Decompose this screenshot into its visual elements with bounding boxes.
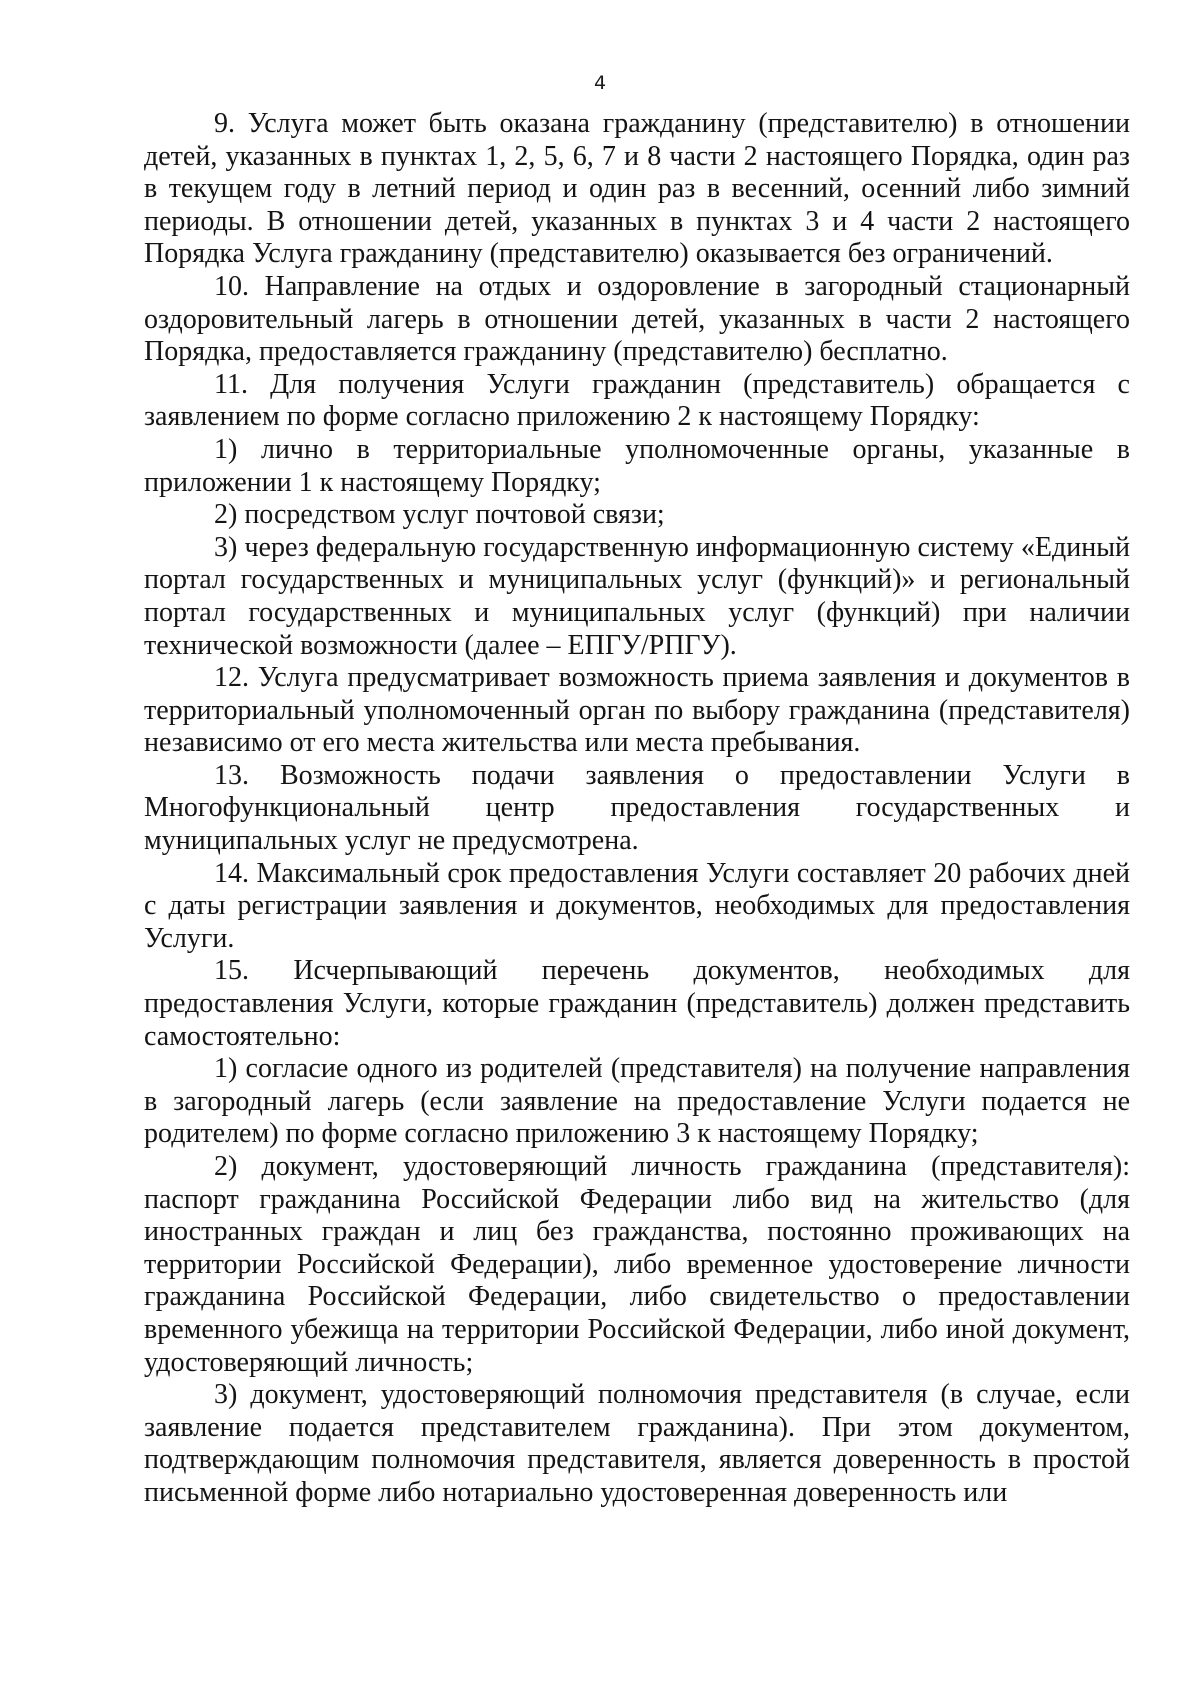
paragraph-11-item-3: 3) через федеральную государственную информационную систему «Единый портал государственных и муниципальных услуг (функций)» и региональный портал государственных и муниципальных услуг (функций) при наличии технической возможности (далее – ЕПГУ/РПГУ). (144, 531, 1130, 661)
paragraph-15-item-1: 1) согласие одного из родителей (представителя) на получение направления в загородный лагерь (если заявление на предоставление Услуги подается не родителем) по форме согласно приложению 3 к настоящему Порядку; (144, 1053, 1130, 1150)
paragraph-15-item-3: 3) документ, удостоверяющий полномочия представителя (в случае, если заявление подается представителем гражданина). При этом документом, подтверждающим полномочия представителя, является доверенность в простой письменной форме либо нотариально удостоверенная доверенность или (144, 1379, 1130, 1508)
page-number: 4 (593, 72, 607, 94)
paragraph-13: 13. Возможность подачи заявления о предоставлении Услуги в Многофункциональный центр предоставления государственных и муниципальных услуг не предусмотрена. (144, 759, 1130, 857)
paragraph-9: 9. Услуга может быть оказана гражданину (представителю) в отношении детей, указанных в пунктах 1, 2, 5, 6, 7 и 8 части 2 настоящего Порядка, один раз в текущем году в летний период и один раз в весенний, осенний либо зимний периоды. В отношении детей, указанных в пунктах 3 и 4 части 2 настоящего Порядка Услуга гражданину (представителю) оказывается без ограничений. (144, 108, 1130, 270)
paragraph-15: 15. Исчерпывающий перечень документов, необходимых для предоставления Услуги, которые гражданин (представитель) должен представить самостоятельно: (144, 955, 1130, 1052)
paragraph-11-item-2: 2) посредством услуг почтовой связи; (214, 499, 665, 531)
paragraph-11: 11. Для получения Услуги гражданин (представитель) обращается с заявлением по форме согласно приложению 2 к настоящему Порядку: (144, 368, 1130, 433)
paragraph-10: 10. Направление на отдых и оздоровление в загородный стационарный оздоровительный лагерь в отношении детей, указанных в части 2 настоящего Порядка, предоставляется гражданину (представителю) бесплатно. (144, 270, 1130, 368)
paragraph-12: 12. Услуга предусматривает возможность приема заявления и документов в территориальный уполномоченный орган по выбору гражданина (представителя) независимо от его места жительства или места пребывания. (144, 662, 1130, 759)
paragraph-15-item-2: 2) документ, удостоверяющий личность гражданина (представителя): паспорт гражданина Российской Федерации либо вид на жительство (для иностранных граждан и лиц без гражданства, постоянно проживающих на территории Российской Федерации), либо временное удостоверение личности гражданина Российской Федерации, либо свидетельство о предоставлении временного убежища на территории Российской Федерации, либо иной документ, удостоверяющий личность; (144, 1151, 1130, 1378)
paragraph-11-item-1: 1) лично в территориальные уполномоченные органы, указанные в приложении 1 к настоящему Порядку; (144, 433, 1130, 498)
paragraph-14: 14. Максимальный срок предоставления Услуги составляет 20 рабочих дней с даты регистрации заявления и документов, необходимых для предоставления Услуги. (144, 857, 1130, 954)
document-body (144, 108, 1130, 1510)
